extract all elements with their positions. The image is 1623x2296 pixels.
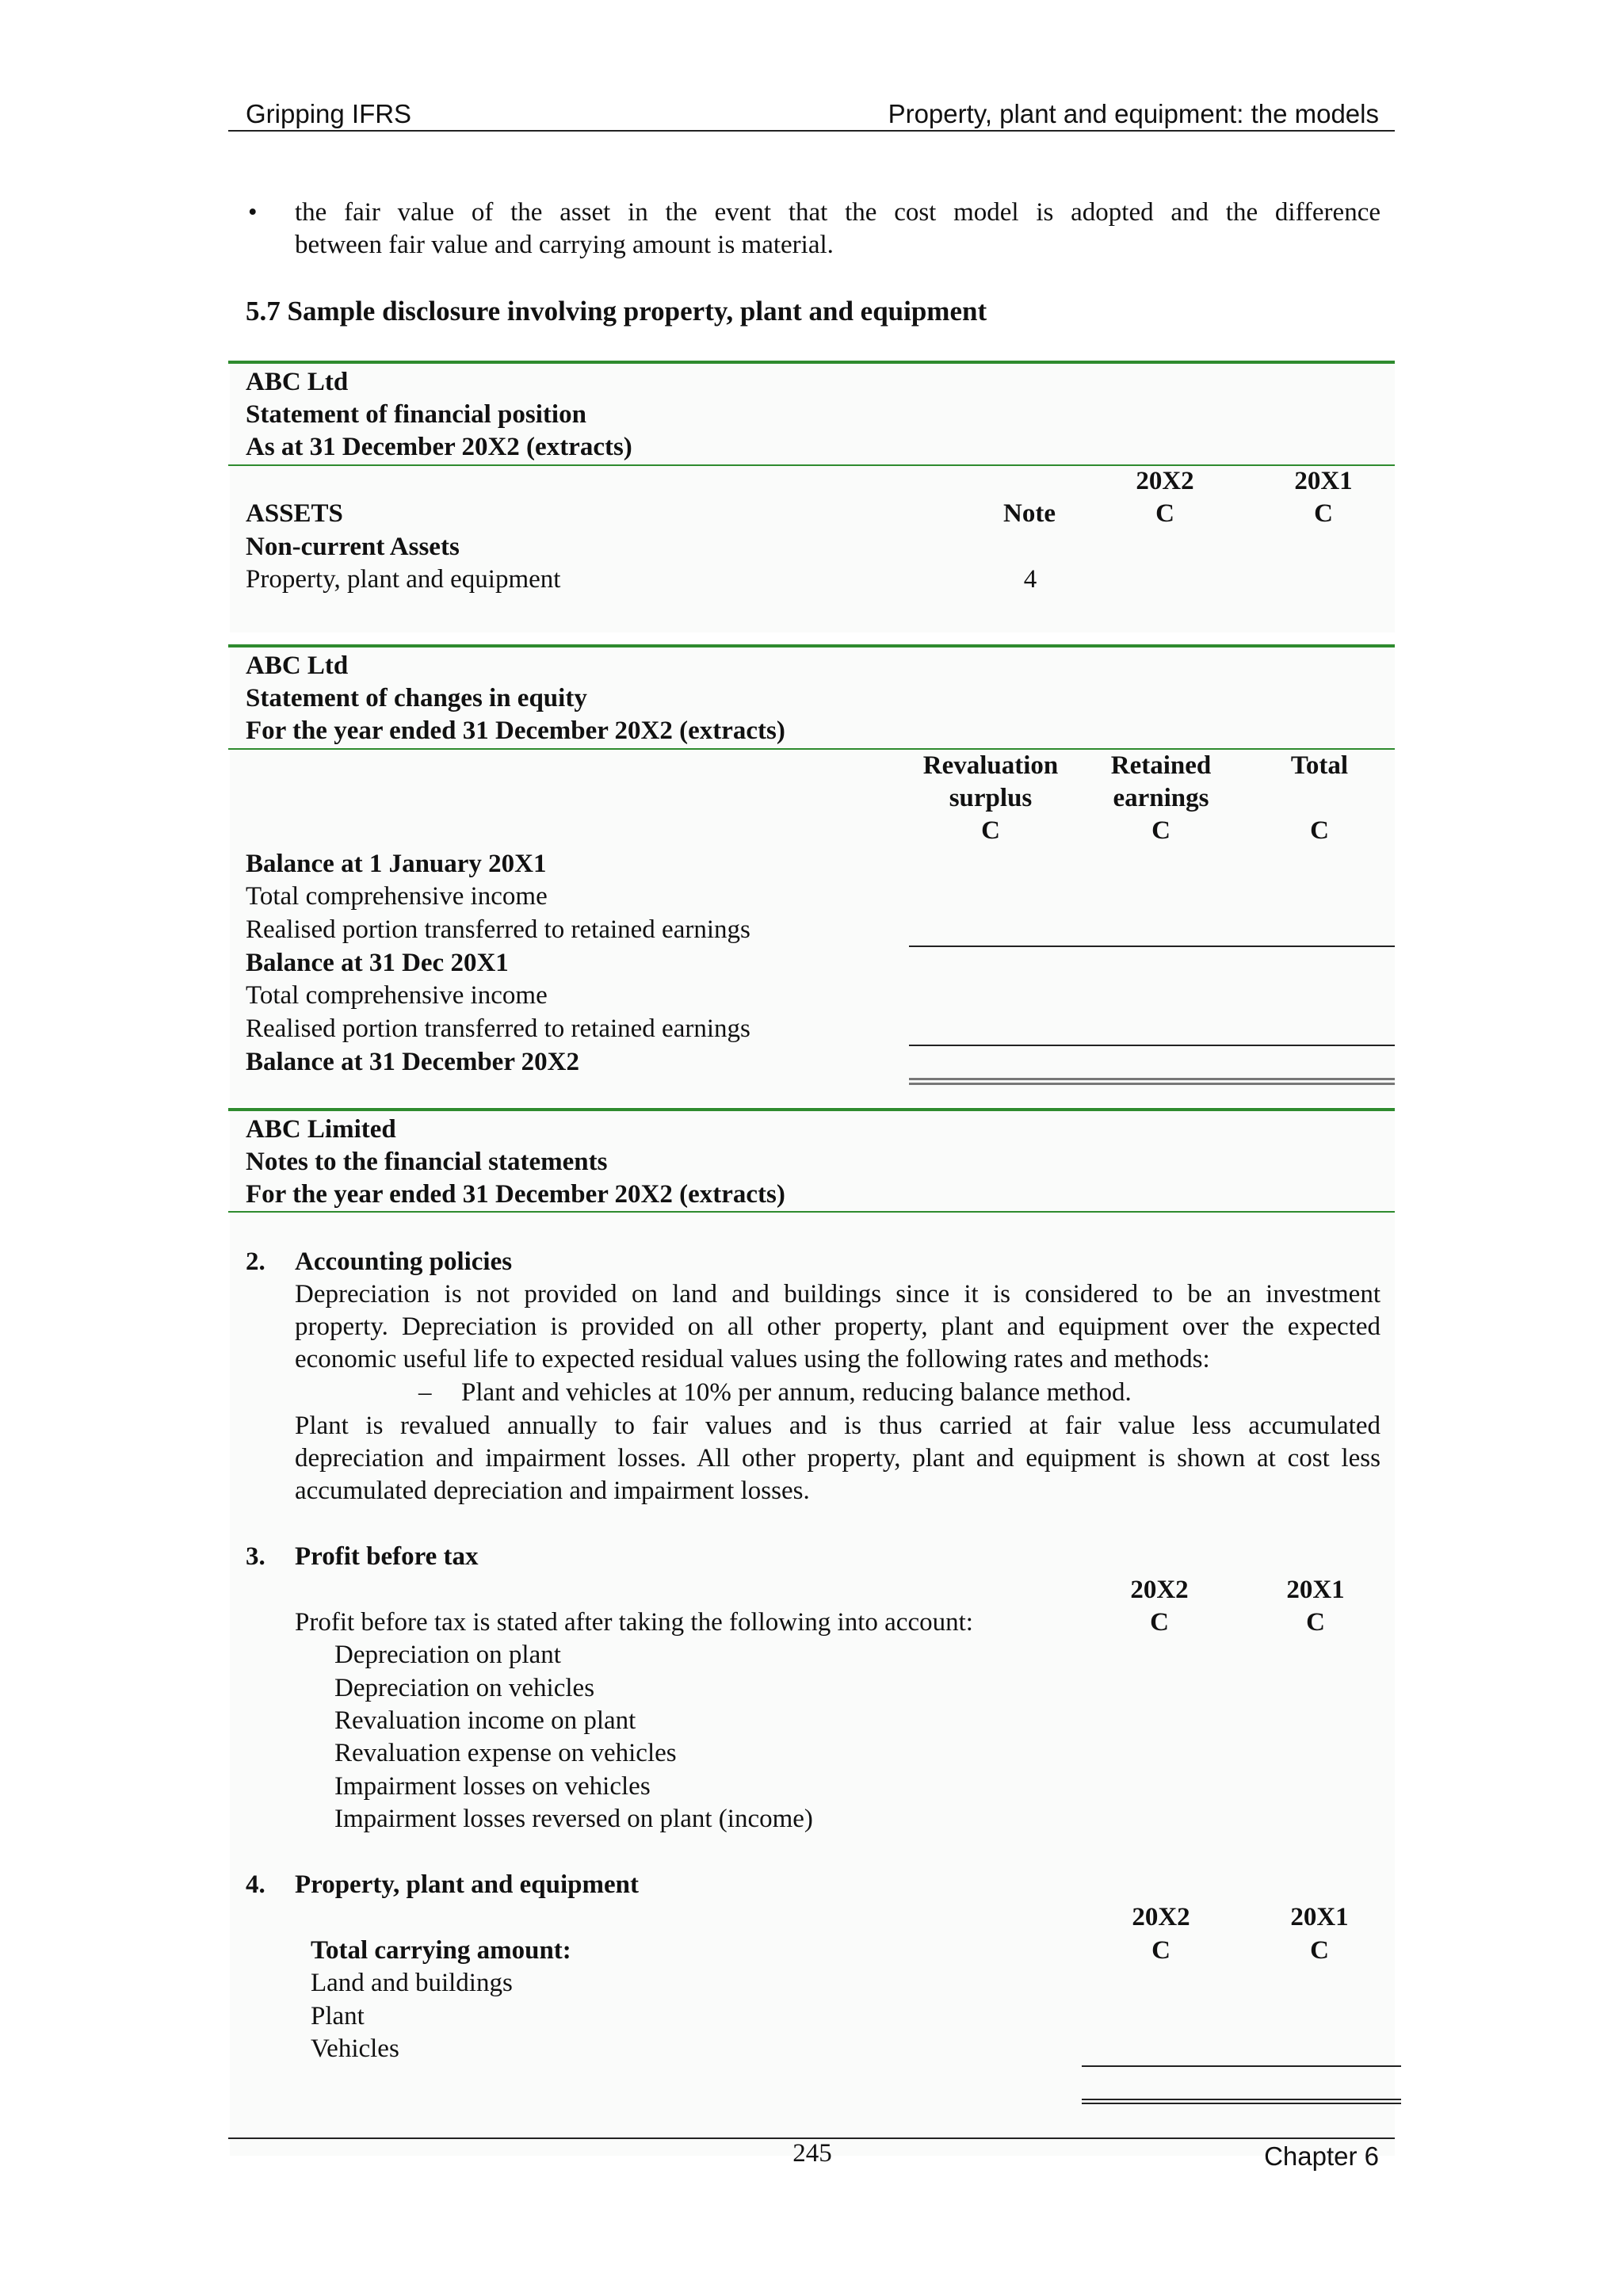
note2-para1-line1: Depreciation is not provided on land and buildings since it is considered to be an investment: [295, 1280, 1381, 1308]
note3-number: 3.: [246, 1542, 265, 1571]
notes-top-rule: [228, 1108, 1395, 1111]
header-rule: [228, 130, 1395, 132]
soce-subtotal-rule-1: [909, 946, 1395, 947]
soce-period: For the year ended 31 December 20X2 (extracts): [246, 716, 785, 745]
section-title: 5.7 Sample disclosure involving property, plant and equipment: [246, 296, 987, 327]
note2-para1-line3: economic useful life to expected residual values using the following rates and methods:: [295, 1345, 1210, 1373]
notes-title: Notes to the financial statements: [246, 1148, 608, 1176]
note3-currency-20x2: C: [1150, 1608, 1169, 1637]
soce-row-balance-31dec-20x2: Balance at 31 December 20X2: [246, 1048, 579, 1076]
soce-row-balance-31dec-20x1: Balance at 31 Dec 20X1: [246, 949, 509, 977]
note3-col-20x1: 20X1: [1286, 1576, 1345, 1604]
soce-row-balance-1jan-20x1: Balance at 1 January 20X1: [246, 850, 547, 878]
note3-item-depreciation-vehicles: Depreciation on vehicles: [334, 1674, 595, 1702]
note3-title: Profit before tax: [295, 1542, 479, 1571]
note3-item-depreciation-plant: Depreciation on plant: [334, 1641, 561, 1669]
sofp-assets: ASSETS: [246, 499, 343, 528]
note4-item-land-buildings: Land and buildings: [311, 1969, 513, 1997]
bullet-line-1: the fair value of the asset in the event that the cost model is adopted and the difference: [295, 198, 1381, 227]
note4-item-vehicles: Vehicles: [311, 2034, 399, 2063]
sofp-ppe-row: Property, plant and equipment: [246, 565, 561, 594]
soce-top-rule: [228, 644, 1395, 648]
note3-item-impairment-reversed: Impairment losses reversed on plant (income): [334, 1805, 813, 1833]
note3-currency-20x1: C: [1306, 1608, 1325, 1637]
note3-item-impairment-losses: Impairment losses on vehicles: [334, 1772, 651, 1801]
sofp-company: ABC Ltd: [246, 368, 349, 396]
sofp-period: As at 31 December 20X2 (extracts): [246, 433, 632, 461]
sofp-note-header: Note: [1003, 499, 1056, 528]
note2-dash: –: [418, 1378, 432, 1407]
footer-chapter: Chapter 6: [1264, 2141, 1379, 2171]
note4-total-carrying-amount: Total carrying amount:: [311, 1936, 571, 1965]
header-left: Gripping IFRS: [246, 99, 412, 128]
soce-subtotal-rule-2: [909, 1045, 1395, 1046]
note4-title: Property, plant and equipment: [295, 1870, 639, 1899]
sofp-top-rule: [228, 361, 1395, 364]
page-number: 245: [792, 2139, 832, 2168]
note4-col-20x1: 20X1: [1290, 1903, 1349, 1931]
note4-currency-20x1: C: [1310, 1936, 1329, 1965]
note3-item-revaluation-expense: Revaluation expense on vehicles: [334, 1739, 677, 1767]
note4-col-20x2: 20X2: [1132, 1903, 1190, 1931]
sofp-ppe-note: 4: [1023, 565, 1037, 594]
note2-item: Plant and vehicles at 10% per annum, reducing balance method.: [461, 1378, 1132, 1407]
soce-col-total-currency: C: [1310, 816, 1329, 845]
note3-intro: Profit before tax is stated after taking the following into account:: [295, 1608, 973, 1637]
notes-header-rule: [228, 1211, 1395, 1213]
note3-col-20x2: 20X2: [1130, 1576, 1189, 1604]
soce-col-revaluation: Revaluation: [922, 751, 1059, 780]
note4-number: 4.: [246, 1870, 265, 1899]
bullet-symbol: •: [248, 198, 258, 227]
note4-subtotal-rule: [1082, 2065, 1401, 2067]
note2-para2-line1: Plant is revalued annually to fair values and is thus carried at fair value less accumulated: [295, 1412, 1381, 1440]
soce-company: ABC Ltd: [246, 651, 349, 680]
note2-para1-line2: property. Depreciation is provided on all other property, plant and equipment over the expected: [295, 1312, 1381, 1341]
notes-company: ABC Limited: [246, 1115, 396, 1144]
sofp-currency-20x1: C: [1314, 499, 1333, 528]
note4-total-double-rule: [1082, 2099, 1401, 2104]
note2-number: 2.: [246, 1247, 265, 1276]
note4-currency-20x2: C: [1151, 1936, 1170, 1965]
note4-item-plant: Plant: [311, 2002, 365, 2030]
soce-row-tci-20x1: Total comprehensive income: [246, 882, 548, 911]
note3-item-revaluation-income: Revaluation income on plant: [334, 1706, 636, 1735]
note2-para2-line2: depreciation and impairment losses. All other property, plant and equipment is shown at cost less: [295, 1444, 1381, 1473]
sofp-title: Statement of financial position: [246, 400, 586, 429]
soce-row-realised-20x1: Realised portion transferred to retained earnings: [246, 915, 750, 944]
soce-row-realised-20x2: Realised portion transferred to retained earnings: [246, 1014, 750, 1043]
bullet-line-2: between fair value and carrying amount is material.: [295, 231, 834, 259]
soce-title: Statement of changes in equity: [246, 684, 587, 712]
sofp-currency-20x2: C: [1155, 499, 1174, 528]
notes-period: For the year ended 31 December 20X2 (extracts): [246, 1180, 785, 1209]
soce-col-earnings: earnings: [1113, 784, 1209, 812]
soce-col-revaluation-currency: C: [981, 816, 1000, 845]
note2-para2-line3: accumulated depreciation and impairment losses.: [295, 1477, 810, 1505]
sofp-header-rule: [228, 464, 1395, 466]
sofp-col-20x1: 20X1: [1294, 467, 1353, 495]
sofp-col-20x2: 20X2: [1136, 467, 1194, 495]
header-right: Property, plant and equipment: the models: [888, 99, 1379, 128]
note2-title: Accounting policies: [295, 1247, 513, 1276]
soce-col-total: Total: [1290, 751, 1349, 780]
sofp-noncurrent-assets: Non-current Assets: [246, 533, 460, 561]
soce-row-tci-20x2: Total comprehensive income: [246, 981, 548, 1010]
soce-total-double-rule: [909, 1078, 1395, 1085]
soce-col-retained: Retained: [1110, 751, 1212, 780]
soce-col-retained-currency: C: [1151, 816, 1170, 845]
soce-col-surplus: surplus: [949, 784, 1033, 812]
